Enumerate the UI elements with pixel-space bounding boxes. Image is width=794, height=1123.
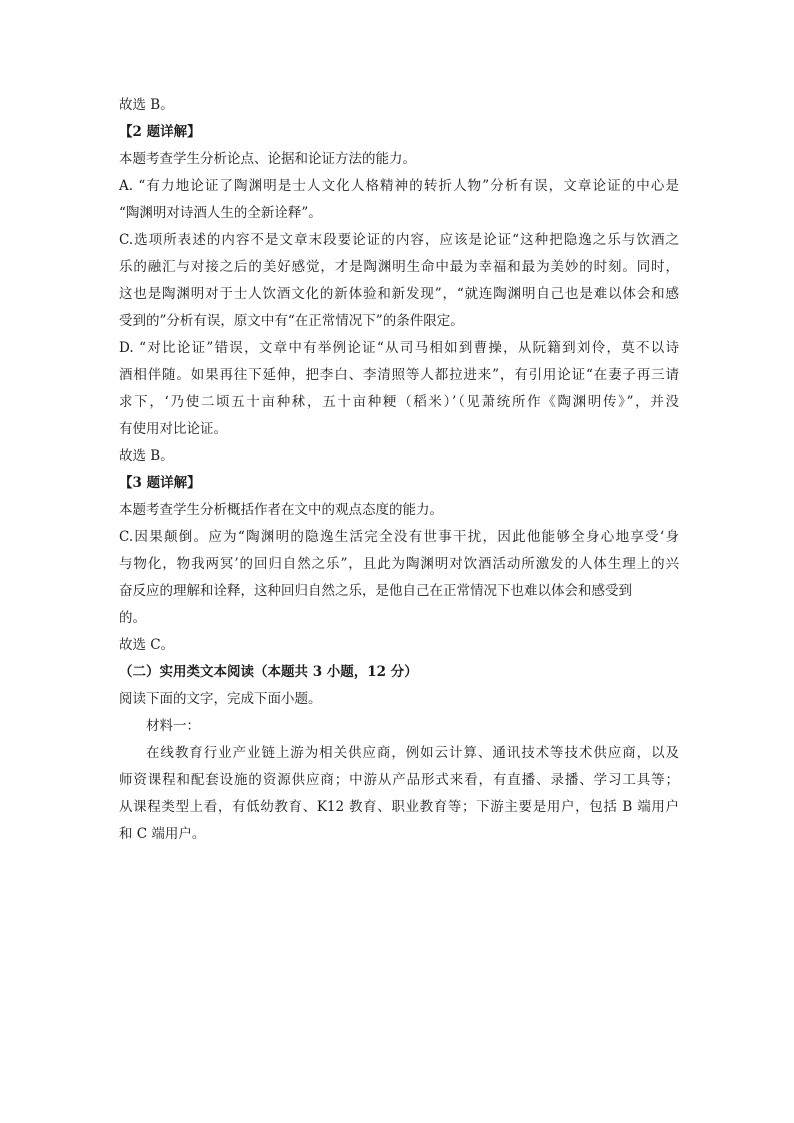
section-title: （二）实用类文本阅读（本题共 3 小题，12 分） [119,664,418,680]
answer-line: 故选 C。 [119,637,175,653]
paragraph-line: 本题考查学生分析论点、论据和论证方法的能力。 [119,151,416,167]
answer-line: 故选 B。 [119,97,174,113]
paragraph-line: C.选项所表述的内容不是文章末段要论证的内容，应该是论证“这种把隐逸之乐与饮酒之 [119,232,679,248]
paragraph-line: C.因果颠倒。应为“陶渊明的隐逸生活完全没有世事干扰，因此他能够全身心地享受‘身 [119,529,679,545]
paragraph-line: 与物化，物我两冥’的回归自然之乐”，且此为陶渊明对饮酒活动所激发的人体生理上的兴 [119,556,679,572]
paragraph-line: D. “对比论证”错误，文章中有举例论证“从司马相如到曹操，从阮籍到刘伶，莫不以诗 [119,340,679,356]
paragraph-line: 的。 [119,610,146,626]
paragraph-line: 从课程类型上看，有低幼教育、K12 教育、职业教育等；下游主要是用户，包括 B 端用户 [119,799,679,815]
paragraph-line: 在线教育行业产业链上游为相关供应商，例如云计算、通讯技术等技术供应商，以及 [146,745,679,761]
paragraph-line: A. “有力地论证了陶渊明是士人文化人格精神的转折人物”分析有误，文章论证的中心是 [119,178,679,194]
instruction-line: 阅读下面的文字，完成下面小题。 [119,691,322,707]
section-heading: 【2 题详解】 [119,124,201,140]
paragraph-line: 奋反应的理解和诠释，这种回归自然之乐，是他自己在正常情况下也难以体会和感受到 [119,583,632,599]
paragraph-line: 师资课程和配套设施的资源供应商；中游从产品形式来看，有直播、录播、学习工具等； [119,772,679,788]
document-body [119,92,679,848]
paragraph-line: 受到的”分析有误，原文中有“在正常情况下”的条件限定。 [119,313,464,329]
paragraph-line: 本题考查学生分析概括作者在文中的观点态度的能力。 [119,502,443,518]
paragraph-line: “陶渊明对诗酒人生的全新诠释”。 [119,205,322,221]
paragraph-line: 乐的融汇与对接之后的美好感觉，才是陶渊明生命中最为幸福和最为美妙的时刻。同时， [119,259,679,275]
section-heading: 【3 题详解】 [119,475,201,491]
material-label: 材料一： [146,718,200,734]
paragraph-line: 和 C 端用户。 [119,826,206,842]
paragraph-line: 求下，‘乃使二顷五十亩种秫，五十亩种粳（稻米）’（见萧统所作《陶渊明传》”，并没 [119,394,679,410]
paragraph-line: 酒相伴随。如果再往下延伸，把李白、李清照等人都拉进来”，有引用论证“在妻子再三请 [119,367,679,383]
paragraph-line: 有使用对比论证。 [119,421,227,437]
paragraph-line: 这也是陶渊明对于士人饮酒文化的新体验和新发现”，“就连陶渊明自己也是难以体会和感 [119,286,679,302]
answer-line: 故选 B。 [119,448,174,464]
